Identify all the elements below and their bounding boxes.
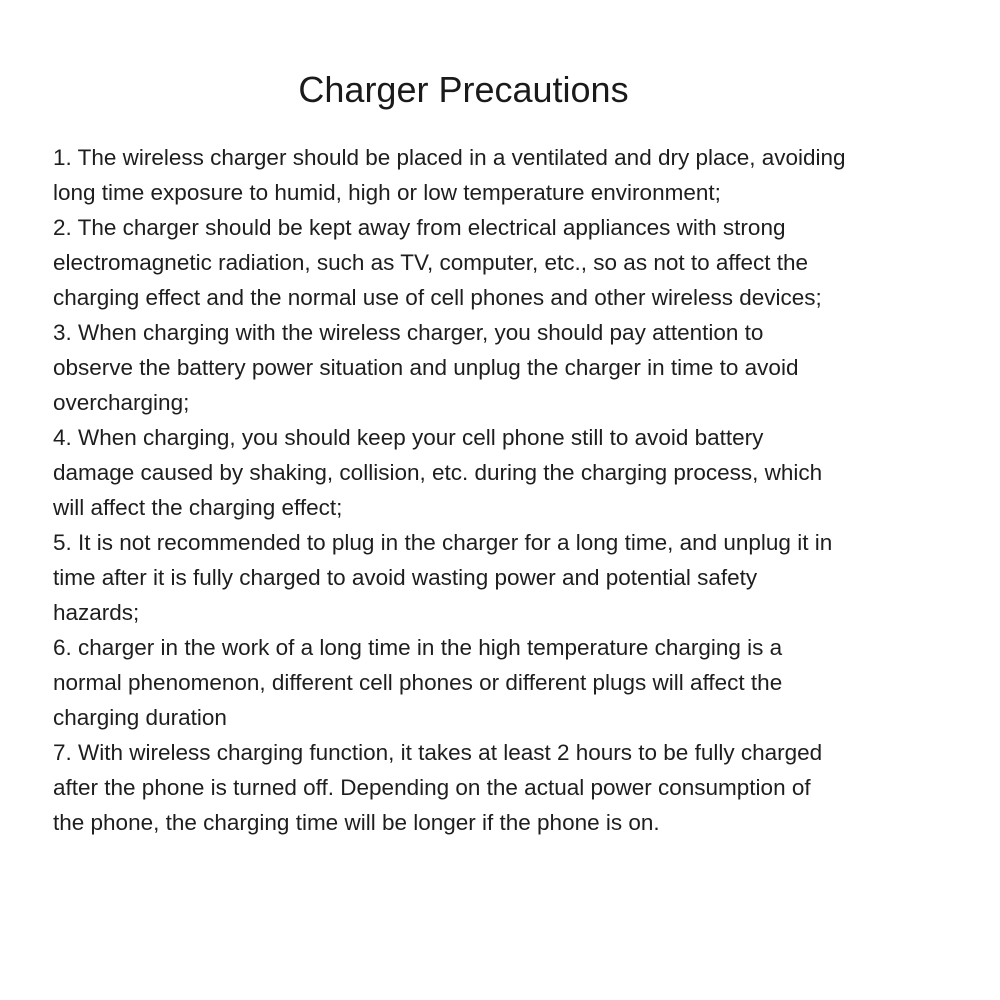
precaution-line: 5. It is not recommended to plug in the charger for a long time, and unplug it in — [53, 530, 833, 555]
precaution-item-6 — [53, 630, 993, 735]
precaution-line: observe the battery power situation and unplug the charger in time to avoid — [53, 355, 799, 380]
precaution-line: long time exposure to humid, high or low temperature environment; — [53, 180, 721, 205]
precaution-line: 6. charger in the work of a long time in the high temperature charging is a — [53, 635, 783, 660]
precaution-line: 7. With wireless charging function, it takes at least 2 hours to be fully charged — [53, 740, 823, 765]
precaution-line: time after it is fully charged to avoid wasting power and potential safety — [53, 565, 758, 590]
precautions-list — [53, 140, 993, 840]
precaution-line: will affect the charging effect; — [53, 495, 343, 520]
precaution-line: the phone, the charging time will be longer if the phone is on. — [53, 810, 660, 835]
precaution-line: electromagnetic radiation, such as TV, computer, etc., so as not to affect the — [53, 250, 809, 275]
precaution-item-3 — [53, 315, 993, 420]
precaution-item-7 — [53, 735, 993, 840]
precaution-line: 4. When charging, you should keep your cell phone still to avoid battery — [53, 425, 764, 450]
precaution-item-1 — [53, 140, 993, 210]
precaution-item-4 — [53, 420, 993, 525]
precaution-line: normal phenomenon, different cell phones or different plugs will affect the — [53, 670, 783, 695]
precaution-line: damage caused by shaking, collision, etc. during the charging process, which — [53, 460, 823, 485]
precaution-line: 2. The charger should be kept away from electrical appliances with strong — [53, 215, 786, 240]
precaution-line: charging effect and the normal use of cell phones and other wireless devices; — [53, 285, 822, 310]
precaution-item-2 — [53, 210, 993, 315]
precaution-line: after the phone is turned off. Depending on the actual power consumption of — [53, 775, 811, 800]
precaution-line: overcharging; — [53, 390, 190, 415]
page-title: Charger Precautions — [298, 69, 629, 110]
precaution-line: hazards; — [53, 600, 140, 625]
precaution-line: 1. The wireless charger should be placed in a ventilated and dry place, avoiding — [53, 145, 846, 170]
precaution-line: charging duration — [53, 705, 227, 730]
precaution-line: 3. When charging with the wireless charger, you should pay attention to — [53, 320, 764, 345]
precaution-item-5 — [53, 525, 993, 630]
